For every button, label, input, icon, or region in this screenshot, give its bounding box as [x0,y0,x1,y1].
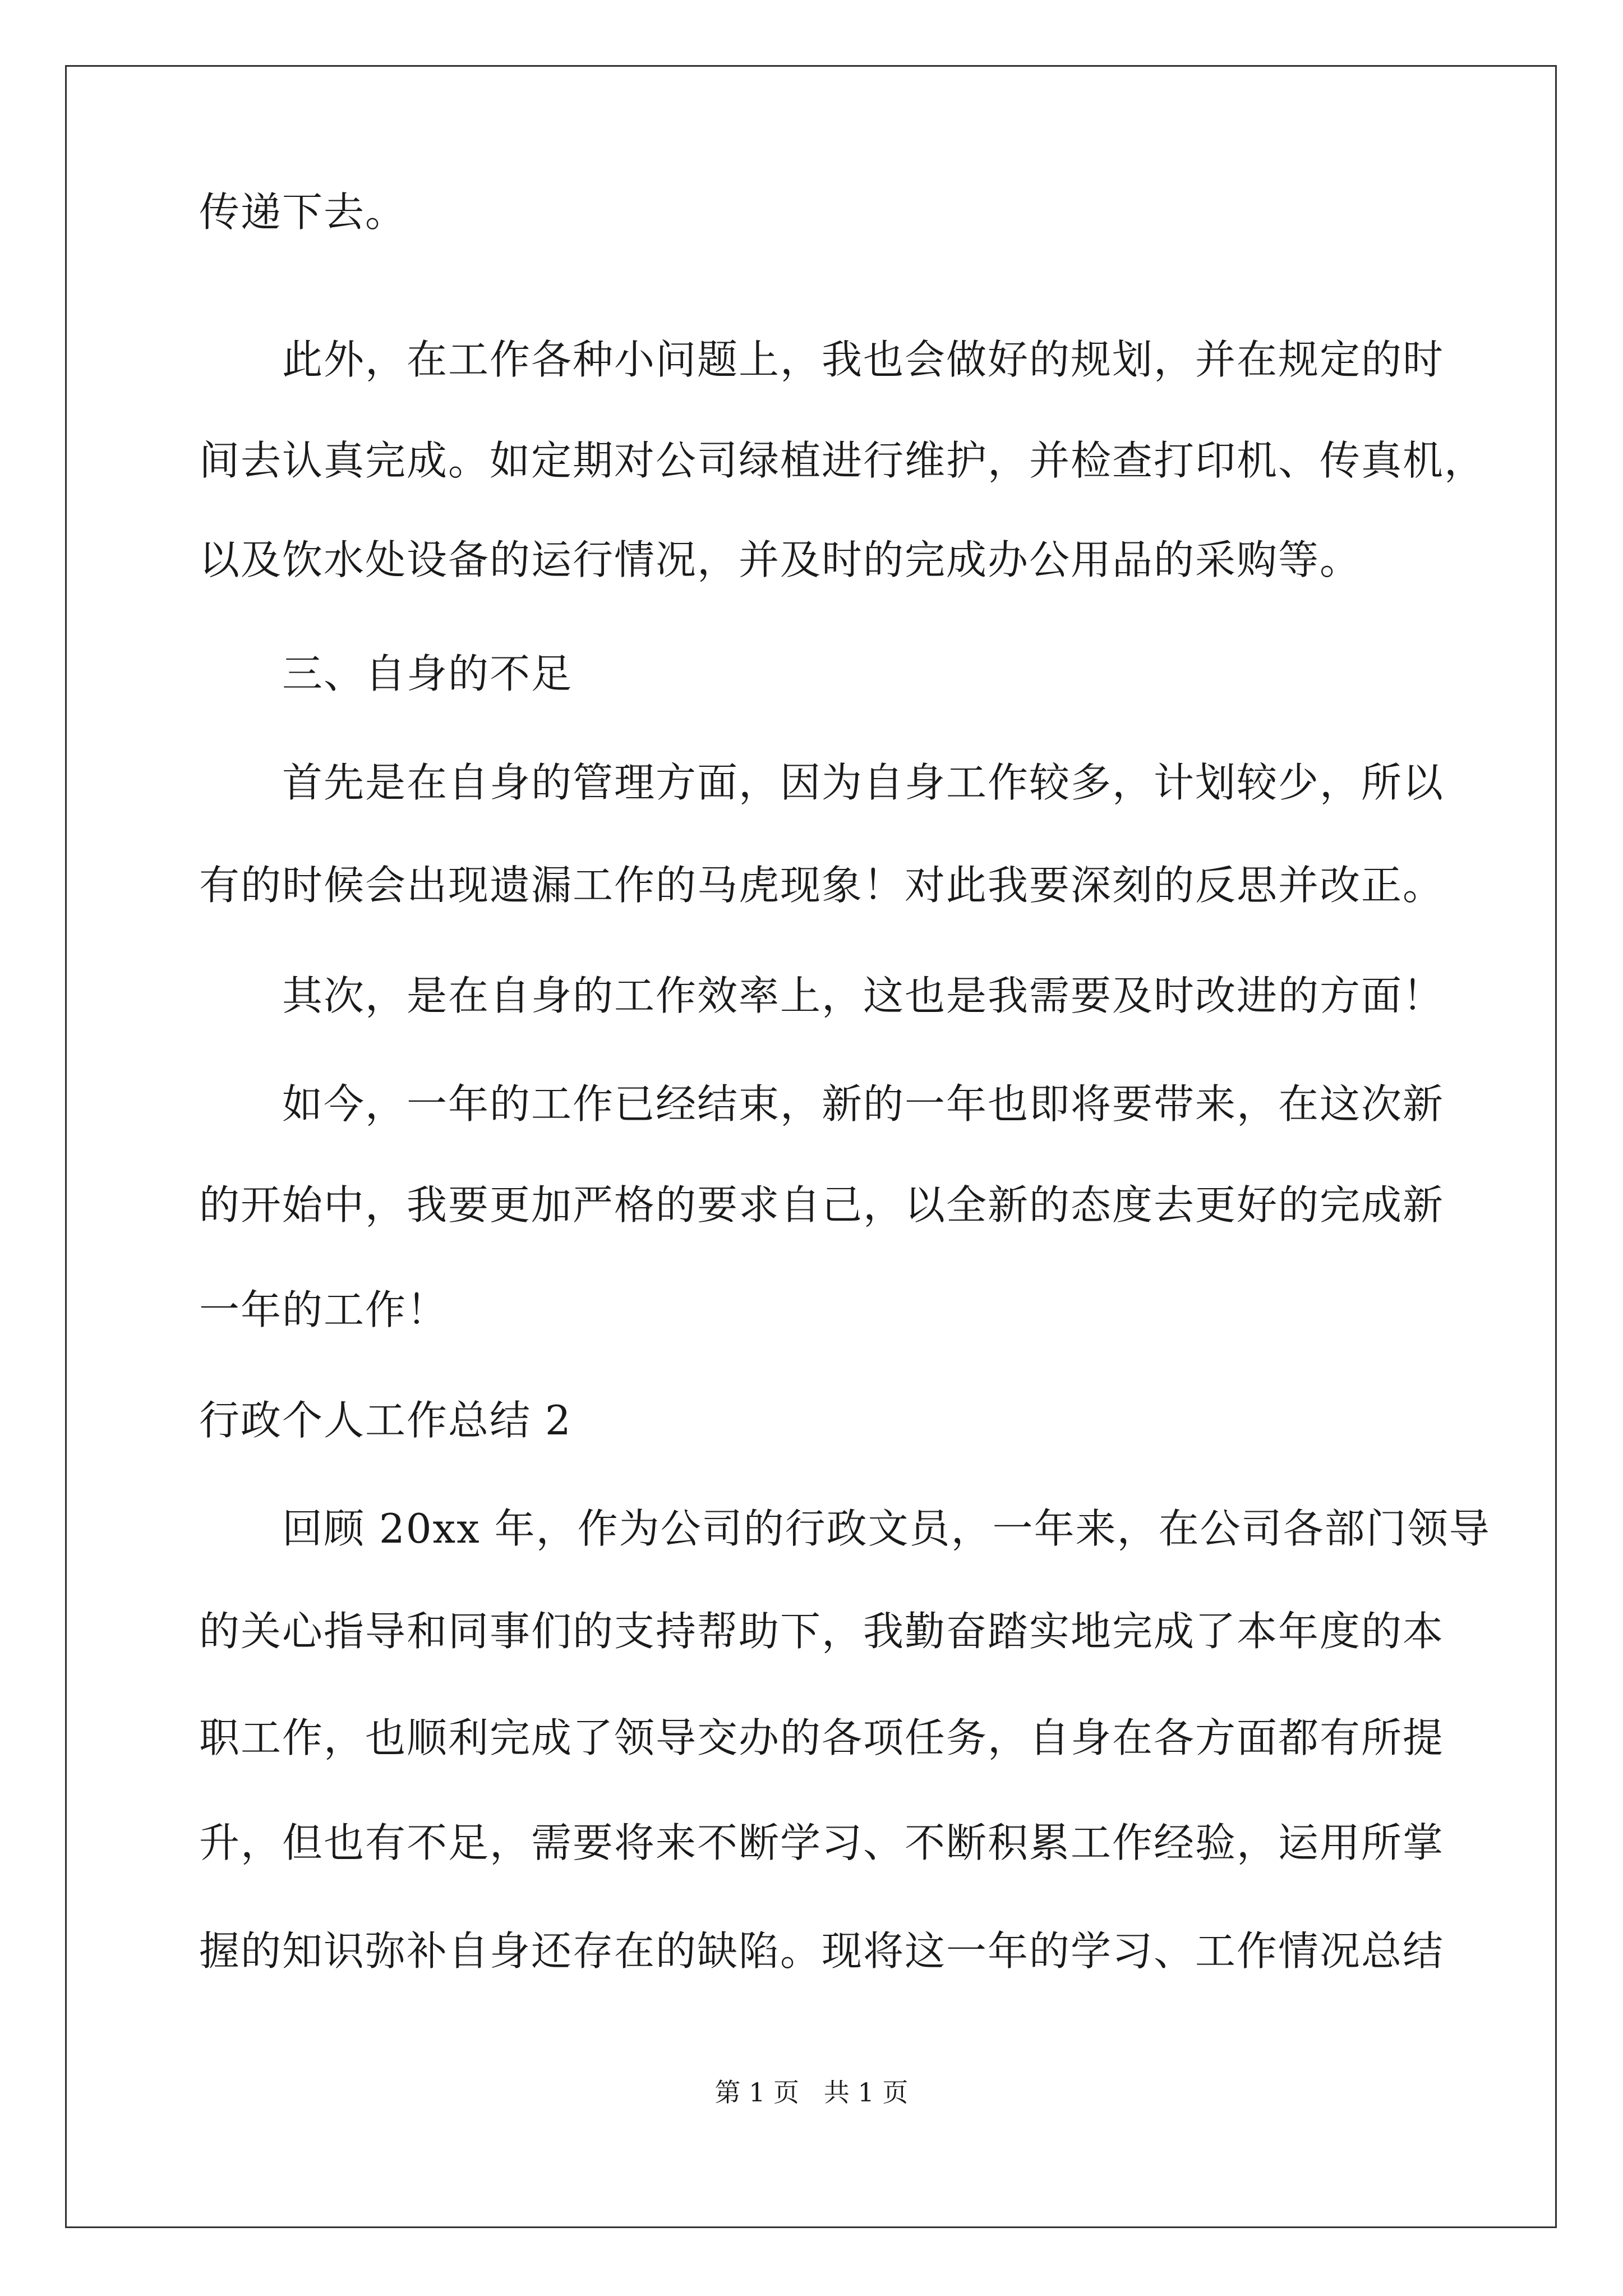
page-number-footer: 第 1 页 共 1 页 [714,2077,909,2108]
text-line-15: 职工作，也顺利完成了领导交办的各项任务，自身在各方面都有所提 [199,1714,1445,1761]
text-line-11: 一年的工作！ [199,1286,449,1333]
text-line-9: 如今，一年的工作已经结束，新的一年也即将要带来，在这次新 [282,1080,1445,1128]
text-line-2: 此外，在工作各种小问题上，我也会做好的规划，并在规定的时 [282,336,1445,383]
text-line-16: 升，但也有不足，需要将来不断学习、不断积累工作经验，运用所掌 [199,1819,1445,1866]
text-line-6: 首先是在自身的管理方面，因为自身工作较多，计划较少，所以 [282,759,1445,806]
text-line-4: 以及饮水处设备的运行情况，并及时的完成办公用品的采购等。 [199,536,1362,583]
page-border [65,65,1557,2228]
text-line-3: 间去认真完成。如定期对公司绿植进行维护，并检查打印机、传真机， [199,437,1486,484]
text-line-10: 的开始中，我要更加严格的要求自己，以全新的态度去更好的完成新 [199,1181,1445,1228]
text-line-17: 握的知识弥补自身还存在的缺陷。现将这一年的学习、工作情况总结 [199,1927,1445,1975]
text-line-14: 的关心指导和同事们的支持帮助下，我勤奋踏实地完成了本年度的本 [199,1608,1445,1655]
text-line-7: 有的时候会出现遗漏工作的马虎现象！对此我要深刻的反思并改正。 [199,862,1445,909]
text-line-13: 回顾 20xx 年，作为公司的行政文员，一年来，在公司各部门领导 [282,1505,1491,1552]
text-line-8: 其次，是在自身的工作效率上，这也是我需要及时改进的方面！ [282,972,1445,1019]
section-heading: 三、自身的不足 [282,650,573,697]
text-line-1: 传递下去。 [199,188,407,236]
article-title: 行政个人工作总结 2 [199,1397,572,1444]
